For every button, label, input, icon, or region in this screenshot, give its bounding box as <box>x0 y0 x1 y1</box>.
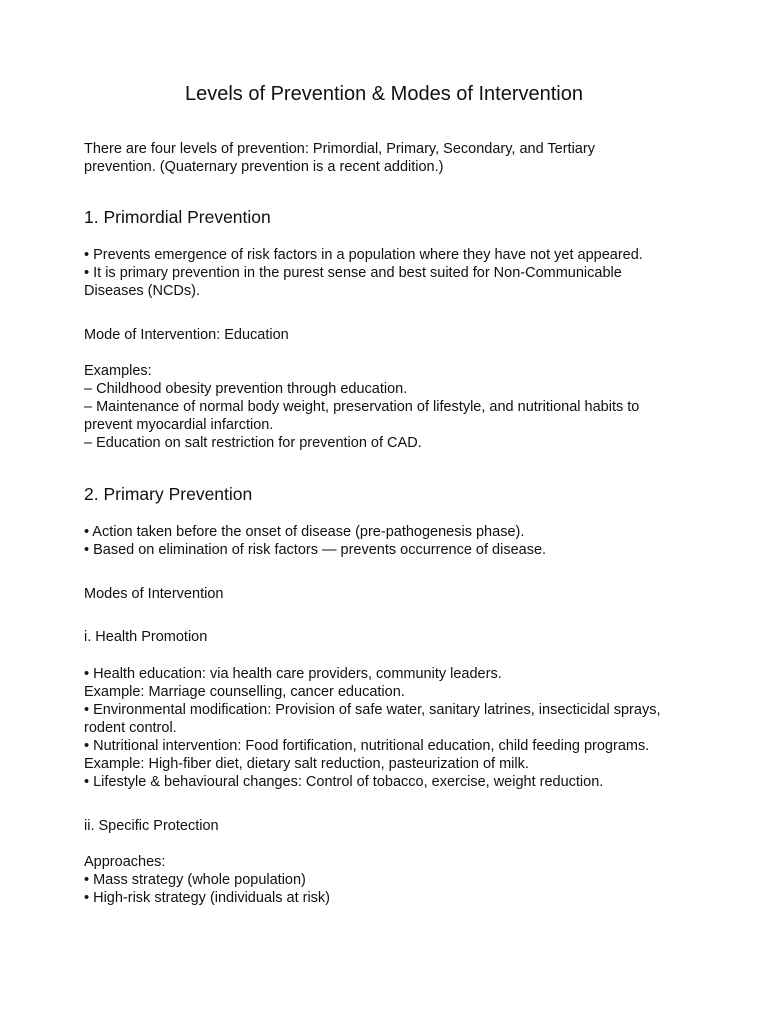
health-promotion-list <box>84 665 684 791</box>
bullet-line: • Prevents emergence of risk factors in a population where they have not yet appeared. <box>84 247 643 263</box>
primordial-heading: 1. Primordial Prevention <box>84 207 271 227</box>
specific-protection-heading: ii. Specific Protection <box>84 818 219 834</box>
list-line: Approaches: <box>84 854 166 870</box>
example-line: – Maintenance of normal body weight, preservation of lifestyle, and nutritional habits to <box>84 399 640 415</box>
list-line: • High-risk strategy (individuals at risk) <box>84 890 331 906</box>
intro-line: There are four levels of prevention: Primordial, Primary, Secondary, and Tertiary <box>84 141 595 157</box>
list-line: • Health education: via health care providers, community leaders. <box>84 666 502 682</box>
list-line: • Nutritional intervention: Food fortification, nutritional education, child feeding programs. <box>84 738 650 754</box>
example-line: Examples: <box>84 363 152 379</box>
list-line: • Environmental modification: Provision of safe water, sanitary latrines, insecticidal sprays, <box>84 702 661 718</box>
list-line: Example: High-fiber diet, dietary salt reduction, pasteurization of milk. <box>84 756 529 772</box>
list-line: • Lifestyle & behavioural changes: Control of tobacco, exercise, weight reduction. <box>84 774 604 790</box>
example-line: – Education on salt restriction for prevention of CAD. <box>84 435 422 451</box>
bullet-line: • It is primary prevention in the purest sense and best suited for Non-Communicable <box>84 265 622 281</box>
specific-protection-list <box>84 853 684 907</box>
page-title: Levels of Prevention & Modes of Intervention <box>184 83 583 105</box>
health-promotion-heading: i. Health Promotion <box>84 629 208 645</box>
bullet-line: • Action taken before the onset of disease (pre-pathogenesis phase). <box>84 524 525 540</box>
intro-line: prevention. (Quaternary prevention is a recent addition.) <box>84 159 444 175</box>
primordial-examples <box>84 362 684 452</box>
list-line: Example: Marriage counselling, cancer education. <box>84 684 405 700</box>
list-line: rodent control. <box>84 720 177 736</box>
example-line: prevent myocardial infarction. <box>84 417 274 433</box>
example-line: – Childhood obesity prevention through education. <box>84 381 408 397</box>
primary-bullets <box>84 523 684 559</box>
intro-paragraph <box>84 140 684 176</box>
primordial-mode: Mode of Intervention: Education <box>84 327 289 343</box>
primary-heading: 2. Primary Prevention <box>84 484 253 504</box>
bullet-line: • Based on elimination of risk factors — prevents occurrence of disease. <box>84 542 547 558</box>
primary-modes-heading: Modes of Intervention <box>84 586 224 602</box>
list-line: • Mass strategy (whole population) <box>84 872 306 888</box>
primordial-bullets <box>84 246 684 300</box>
bullet-line: Diseases (NCDs). <box>84 283 201 299</box>
